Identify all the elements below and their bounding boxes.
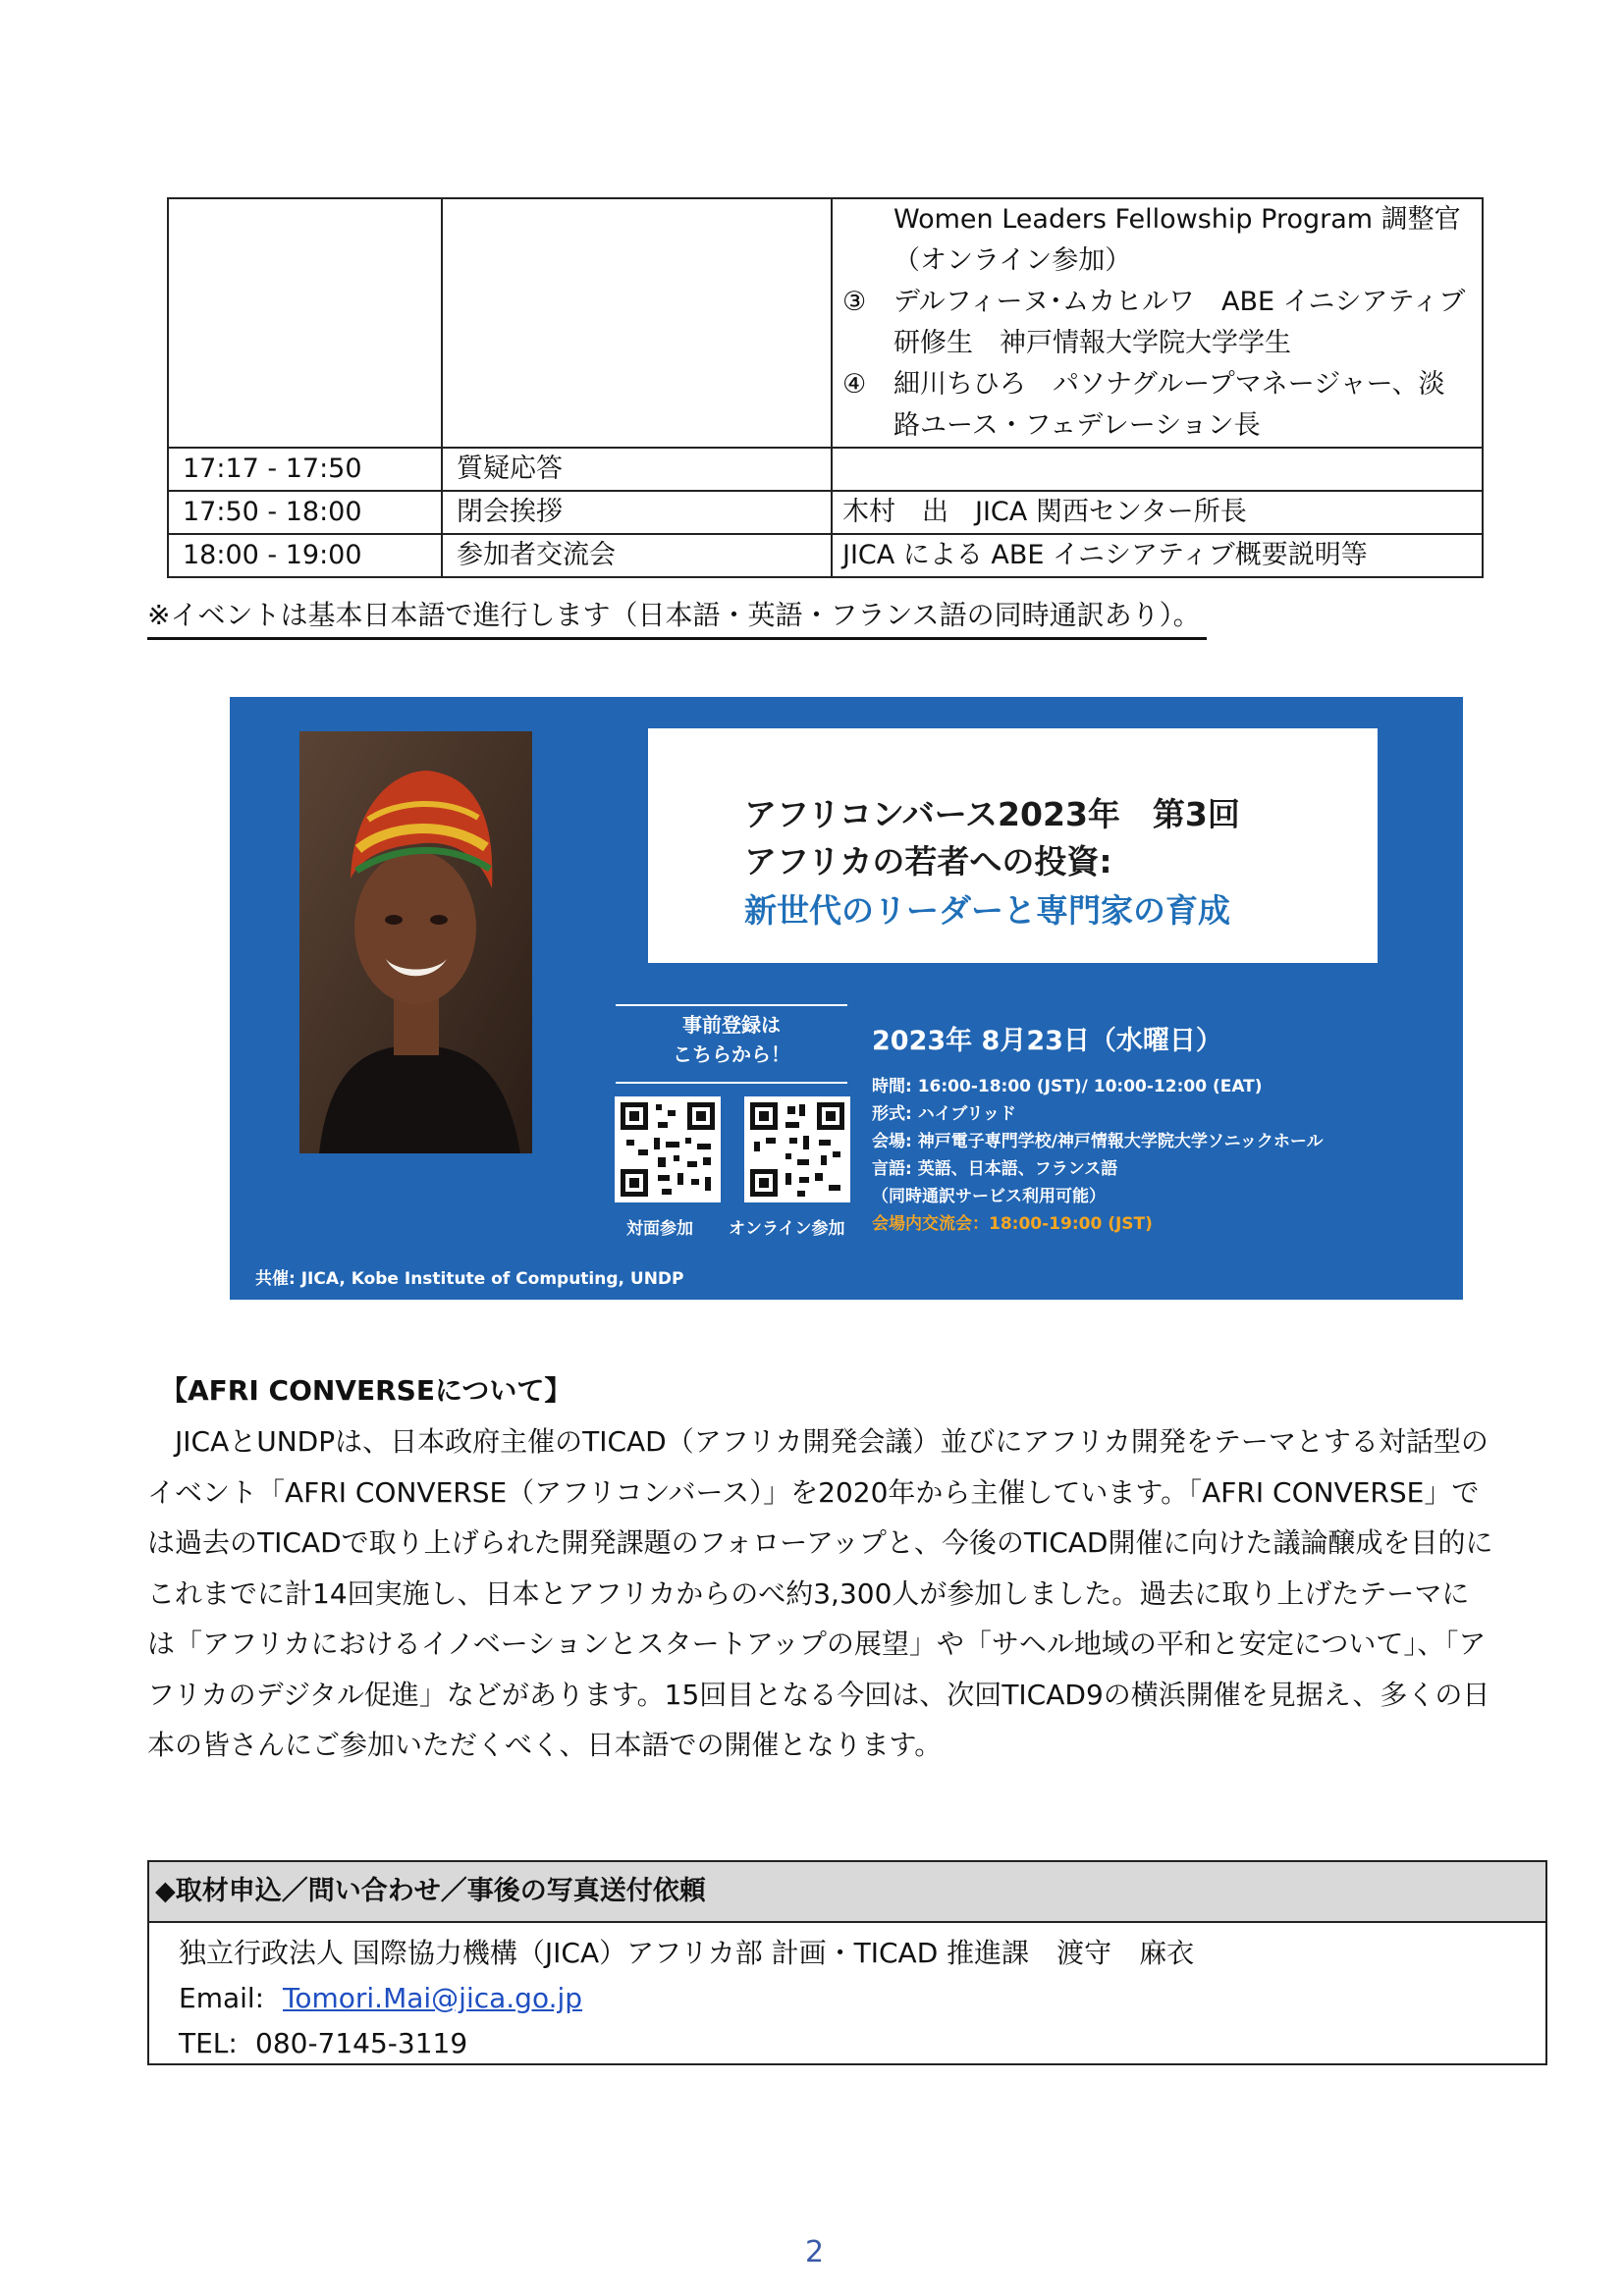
event-banner xyxy=(230,697,1463,1300)
divider xyxy=(616,1082,847,1084)
about-body: JICAとUNDPは、日本政府主催のTICAD（アフリカ開発会議）並びにアフリカ開発をテーマとする対話型のイベント「AFRI CONVERSE（アフリコンバース）」を2020年から主催しています。「AFRI CONVERSE」では過去のTICADで取り上げられた開発課題のフォローアップと、今後のTICAD開催に向けた議論醸成を目的にこれまでに計14回実施し、日本とアフリカからのべ約3,300人が参加しました。過去に取り上げたテーマには「アフリカにおけるイノベーションとスタートアップの展望」や「サヘル地域の平和と安定について」、「アフリカのデジタル促進」などがあります。15回目となる今回は、次回TICAD9の横浜開催を見据え、多くの日本の皆さんにご参加いただくべく、日本語での開催となります。 xyxy=(147,1425,1493,1761)
banner-subtitle: 新世代のリーダーと専門家の育成 xyxy=(744,891,1230,930)
schedule-table xyxy=(167,197,1484,578)
cohost-line: 共催: JICA, Kobe Institute of Computing, UNDP xyxy=(255,1269,684,1289)
qr-code-online[interactable] xyxy=(744,1096,850,1202)
email-link[interactable]: Tomori.Mai@jica.go.jp xyxy=(283,1982,583,2014)
banner-title-line2: アフリカの若者への投資: xyxy=(744,842,1112,881)
list-item: ④ 細川ちひろ パソナグループマネージャー、淡路ユース・フェデレーション長 xyxy=(842,369,1445,441)
contact-tel-row xyxy=(179,2021,1545,2066)
item-cell: 参加者交流会 xyxy=(442,534,832,577)
banner-title-line1: アフリコンバース2023年 第3回 xyxy=(744,795,1240,833)
event-venue: 会場: 神戸電子専門学校/神戸情報大学院大学ソニックホール xyxy=(872,1132,1324,1151)
qr-label-online: オンライン参加 xyxy=(729,1219,845,1239)
register-callout: 事前登録は こちらから！ xyxy=(616,1004,847,1069)
tel-label: TEL: xyxy=(179,2027,238,2059)
tel-value: 080-7145-3119 xyxy=(255,2027,468,2059)
qr-code-icon xyxy=(615,1096,721,1202)
table-row xyxy=(168,448,1483,491)
participant-list xyxy=(842,199,1468,447)
event-format: 形式: ハイブリッド xyxy=(872,1104,1016,1124)
item-cell: 質疑応答 xyxy=(442,448,832,491)
event-details xyxy=(872,1073,1324,1238)
page-number: 2 xyxy=(805,2235,825,2269)
time-cell: 18:00 - 19:00 xyxy=(168,534,442,577)
table-row xyxy=(168,198,1483,448)
speaker-cell: 木村 出 JICA 関西センター所長 xyxy=(832,491,1483,534)
event-interpretation: （同時通訳サービス利用可能） xyxy=(872,1187,1106,1206)
interpretation-note: ※イベントは基本日本語で進行します（日本語・英語・フランス語の同時通訳あり）。 xyxy=(147,594,1207,640)
about-heading: 【AFRI CONVERSEについて】 xyxy=(160,1374,572,1407)
contact-box xyxy=(147,1860,1547,2065)
contact-body xyxy=(149,1923,1545,2066)
qr-code-inperson[interactable] xyxy=(615,1096,721,1202)
contact-heading: ◆取材申込／問い合わせ／事後の写真送付依頼 xyxy=(149,1862,1545,1923)
speaker-cell: JICA による ABE イニシアティブ概要説明等 xyxy=(832,534,1483,577)
event-time: 時間: 16:00-18:00 (JST)/ 10:00-12:00 (EAT) xyxy=(872,1077,1263,1096)
email-label: Email: xyxy=(179,1982,265,2014)
table-row xyxy=(168,491,1483,534)
contact-email-row xyxy=(179,1976,1545,2021)
list-item: ③ デルフィーヌ･ムカヒルワ ABE イニシアティブ研修生 神戸情報大学院大学学生 xyxy=(842,287,1466,358)
portrait-image xyxy=(299,731,532,1153)
list-item: Women Leaders Fellowship Program 調整官（オンライン参加） xyxy=(893,204,1461,276)
time-cell: 17:50 - 18:00 xyxy=(168,491,442,534)
time-cell: 17:17 - 17:50 xyxy=(168,448,442,491)
speaker-cell xyxy=(832,448,1483,491)
event-networking: 会場内交流会：18:00-19:00 (JST) xyxy=(872,1214,1153,1234)
speaker-photo xyxy=(299,731,532,1153)
qr-code-icon xyxy=(744,1096,850,1202)
event-language: 言語: 英語、日本語、フランス語 xyxy=(872,1159,1118,1179)
contact-org: 独立行政法人 国際協力機構（JICA）アフリカ部 計画・TICAD 推進課 渡守 麻衣 xyxy=(179,1937,1195,1969)
event-date: 2023年 8月23日（水曜日） xyxy=(872,1026,1222,1056)
title-box xyxy=(648,728,1378,963)
table-row xyxy=(168,534,1483,577)
qr-label-inperson: 対面参加 xyxy=(626,1219,693,1239)
item-cell: 閉会挨拶 xyxy=(442,491,832,534)
